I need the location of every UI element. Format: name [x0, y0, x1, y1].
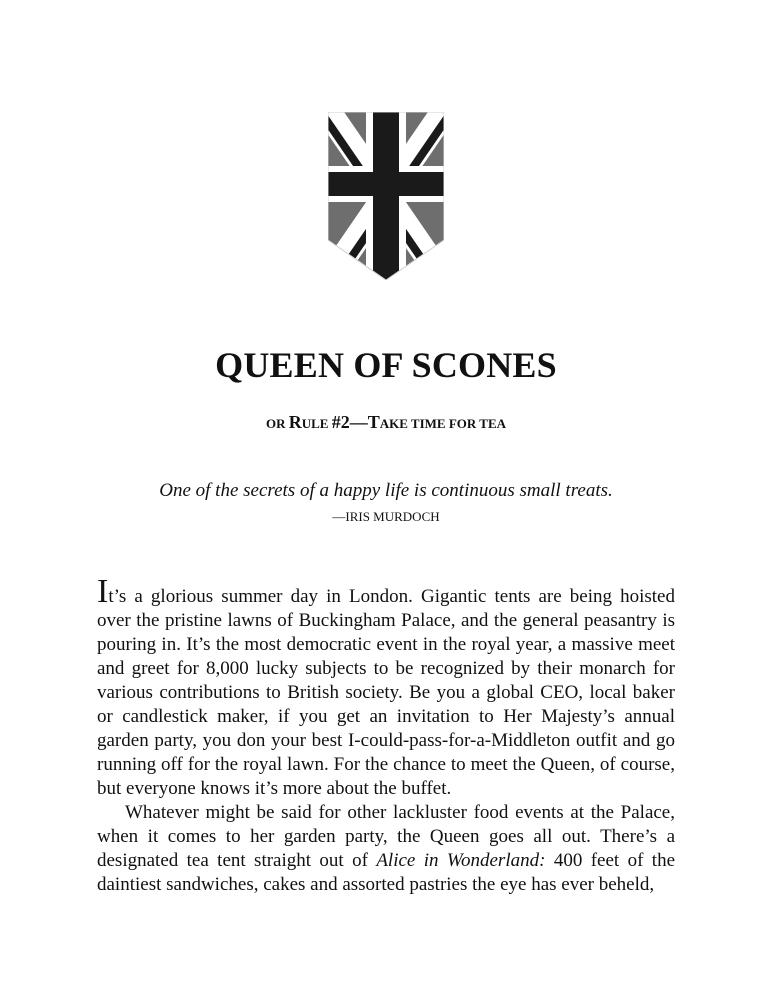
paragraph-1	[97, 573, 675, 801]
subtitle-rest: AKE TIME FOR TEA	[379, 416, 507, 431]
subtitle-or: OR	[265, 416, 289, 431]
paragraph-1-text: t’s a glorious summer day in London. Gigantic tents are being hoisted over the pristine lawns of Buckingham Palace, and the general peasantry is pouring in. It’s the most democratic event in the royal year, a massive meet and greet for 8,000 lucky subjects to be recognized by their monarch for various contributions to British society. Be you a global CEO, local baker or candlestick maker, if you get an invitation to Her Majesty’s annual garden party, you don your best I-could-pass-for-a-Middleton outfit and go running off for the royal lawn. For the chance to meet the Queen, of course, but everyone knows it’s more about the buffet.	[97, 586, 675, 799]
subtitle-t-initial: T	[367, 412, 380, 432]
epigraph-quote: One of the secrets of a happy life is continuous small treats.	[159, 480, 613, 501]
drop-cap: I	[97, 573, 109, 610]
chapter-title: QUEEN OF SCONES	[215, 345, 557, 385]
epigraph	[0, 480, 772, 525]
union-jack-shield-icon	[328, 112, 444, 280]
paragraph-2-text-b: 400 feet of the daintiest sandwiches, cakes and assorted pastries the eye has ever beheld,	[97, 850, 676, 895]
paragraph-2	[97, 801, 675, 897]
subtitle-ule: ULE	[301, 416, 332, 431]
paragraph-2-text-a: Whatever might be said for other lackluster food events at the Palace, when it comes to her garden party, the Queen goes all out. There’s a designated tea tent straight out of	[97, 802, 675, 871]
chapter-subtitle	[0, 412, 772, 433]
paragraph-2-italic: Alice in Wonderland:	[376, 850, 546, 871]
subtitle-r-initial: R	[288, 412, 302, 432]
epigraph-attribution: —IRIS MURDOCH	[332, 509, 440, 524]
chapter-body	[97, 573, 676, 897]
subtitle-number: #2—	[331, 412, 368, 432]
